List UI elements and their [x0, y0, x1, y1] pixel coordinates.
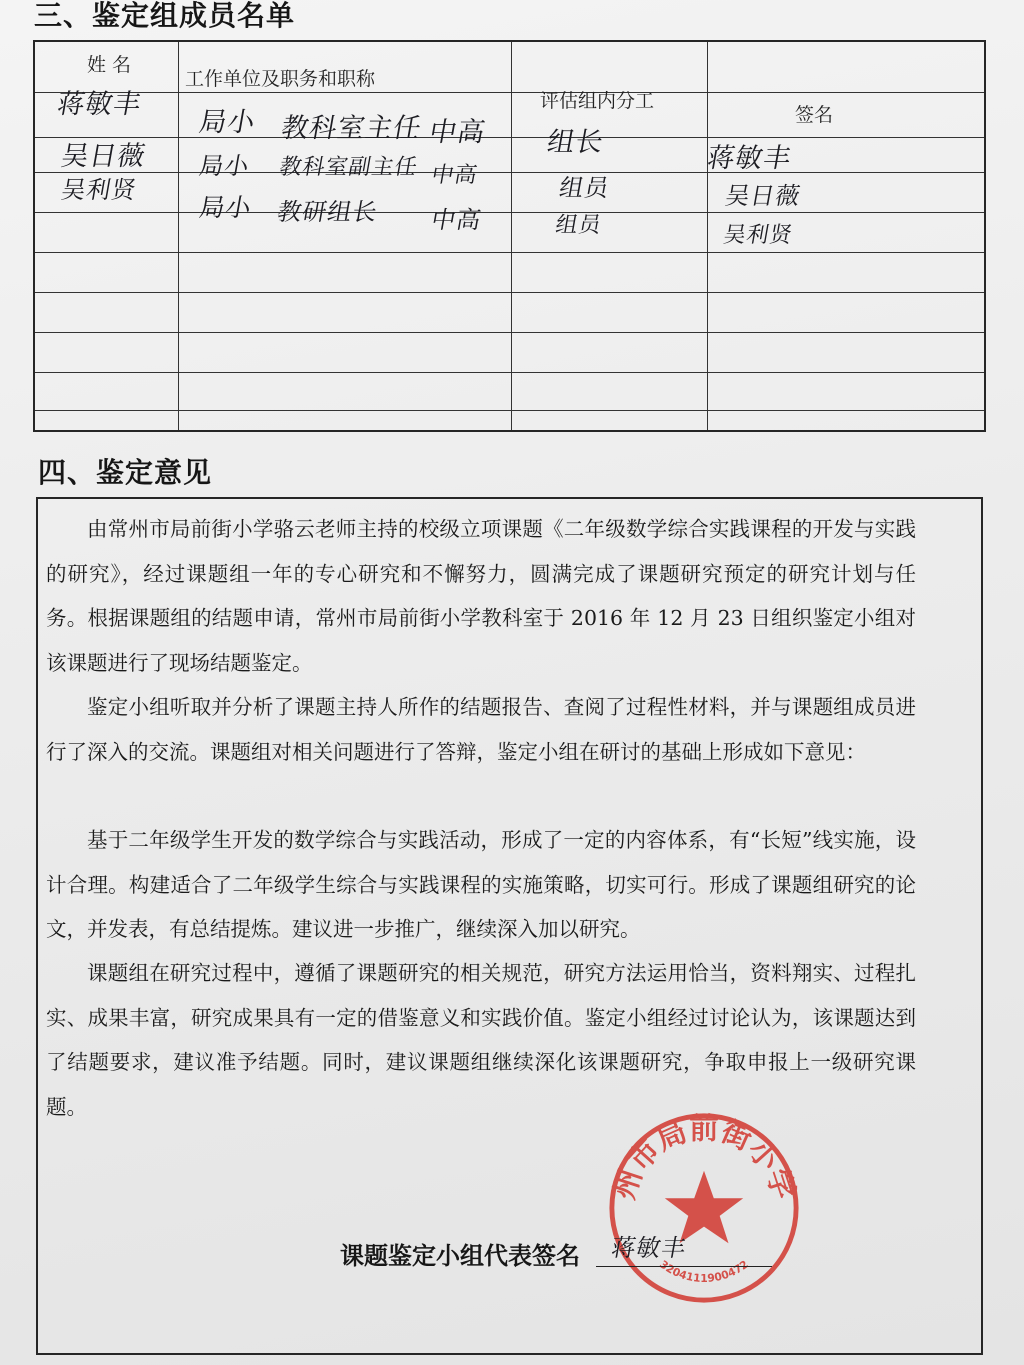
opinion-paragraph: 鉴定小组听取并分析了课题主持人所作的结题报告、查阅了过程性材料，并与课题组成员进行了深入的交流。课题组对相关问题进行了答辩，鉴定小组在研讨的基础上形成如下意见： — [46, 695, 916, 764]
member-title: 中高 — [426, 117, 489, 148]
school-seal — [606, 1110, 802, 1306]
member-role: 组员 — [557, 174, 613, 202]
member-name: 蒋敏丰 — [54, 89, 145, 120]
member-position: 教研组长 — [275, 198, 381, 226]
member-signature: 吴利贤 — [721, 223, 795, 248]
header-role: 评估组内分工 — [540, 90, 655, 112]
member-unit: 局小 — [196, 107, 259, 138]
table-row-line — [35, 172, 984, 173]
opinion-paragraph: 课题组在研究过程中，遵循了课题研究的相关规范，研究方法运用恰当，资料翔实、过程扎实、成果丰富，研究成果具有一定的借鉴意义和实践价值。鉴定小组经过讨论认为，该课题达到了结题要求，建议准予结题。同时，建议课题组继续深化该课题研究，争取申报上一级研究课题。 — [46, 961, 916, 1119]
member-signature: 蒋敏丰 — [704, 143, 795, 174]
member-name: 吴日薇 — [58, 141, 149, 172]
section-4-title: 四、鉴定意见 — [38, 456, 213, 489]
member-position: 教科室主任 — [278, 113, 425, 144]
representative-signature: 蒋敏丰 — [609, 1234, 690, 1262]
member-signature: 吴日薇 — [723, 182, 804, 210]
signature-line — [596, 1266, 772, 1267]
member-role: 组员 — [553, 213, 604, 238]
member-position: 教科室副主任 — [277, 155, 420, 180]
table-row-line — [35, 292, 984, 293]
member-unit: 局小 — [197, 193, 255, 222]
table-row-line — [35, 252, 984, 253]
member-title: 中高 — [429, 206, 485, 234]
table-row-line — [35, 372, 984, 373]
opinion-paragraph: 基于二年级学生开发的数学综合与实践活动，形成了一定的内容体系，有“长短”线实施，设计合理。构建适合了二年级学生综合与实践课程的实施策略，切实可行。形成了课题组研究的论文，并发表，有总结提炼。建议进一步推广，继续深入加以研究。 — [46, 828, 916, 941]
seal-text: 州市局前街小学 — [606, 1111, 802, 1204]
header-name: 姓 名 — [87, 54, 132, 76]
header-unit: 工作单位及职务和职称 — [185, 68, 376, 90]
member-unit: 局小 — [197, 152, 253, 180]
table-row-line — [35, 137, 984, 138]
seal-number: 3204111900472 — [657, 1257, 751, 1285]
member-title: 中高 — [429, 163, 480, 188]
table-row-line — [35, 92, 984, 93]
table-row-line — [35, 410, 984, 411]
members-table — [33, 40, 986, 432]
signature-label: 课题鉴定小组代表签名 — [340, 1242, 580, 1270]
member-role: 组长 — [544, 127, 607, 158]
header-sign: 签名 — [795, 104, 834, 126]
table-row-line — [35, 332, 984, 333]
table-row-line — [35, 212, 984, 213]
opinion-paragraph: 由常州市局前街小学骆云老师主持的校级立项课题《二年级数学综合实践课程的开发与实践的研究》，经过课题组一年的专心研究和不懈努力，圆满完成了课题研究预定的研究计划与任务。根据课题组的结题申请，常州市局前街小学教科室于 2016 年 12 月 23 日组织鉴定小组对该课题进行了现场结题鉴定。 — [46, 517, 916, 675]
section-3-title: 三、鉴定组成员名单 — [34, 0, 296, 32]
member-name: 吴利贤 — [59, 176, 140, 204]
